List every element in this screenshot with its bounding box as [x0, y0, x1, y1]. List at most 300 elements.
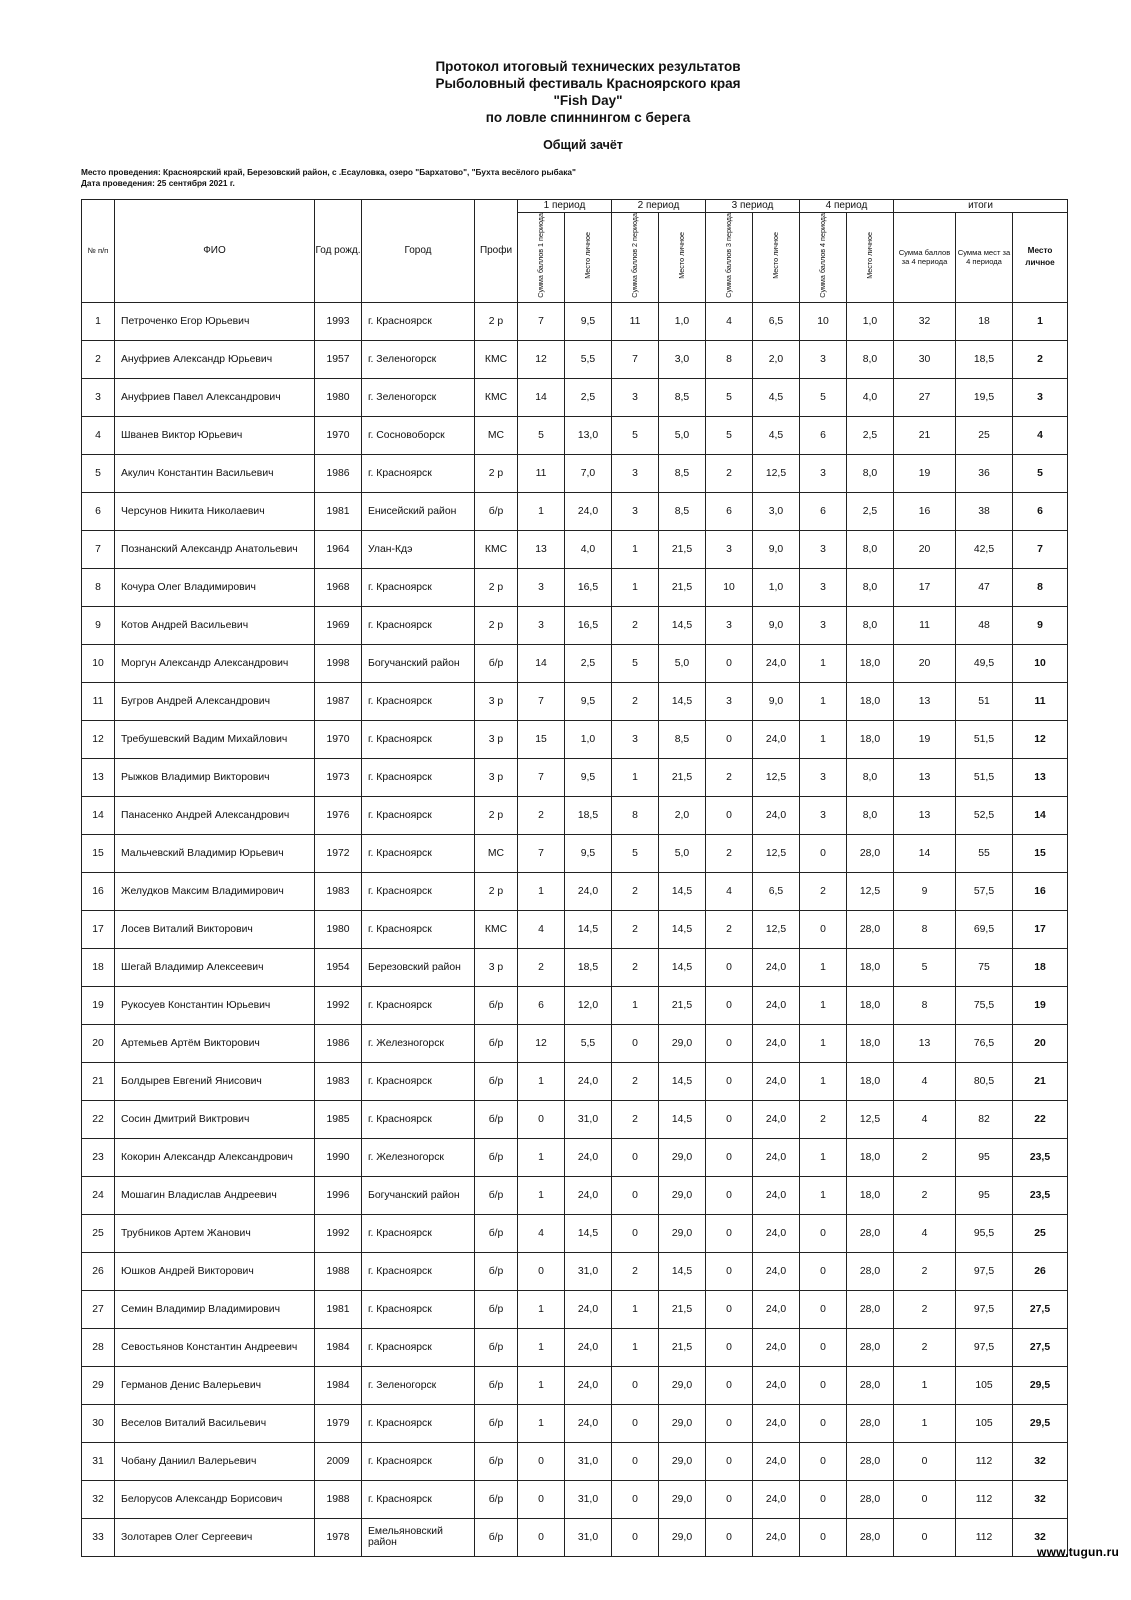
cell-final-place: 14 [1013, 796, 1068, 834]
table-row [82, 834, 1068, 872]
cell-p2-place: 14,5 [659, 948, 706, 986]
cell-p4-place: 18,0 [847, 644, 894, 682]
table-row [82, 454, 1068, 492]
cell-p4-place: 18,0 [847, 1062, 894, 1100]
header-p2-sum: Сумма баллов 2 периода [612, 213, 659, 303]
cell-p3-place: 24,0 [753, 1214, 800, 1252]
cell-fio: Бугров Андрей Александрович [115, 682, 315, 720]
cell-fio: Ануфриев Павел Александрович [115, 378, 315, 416]
cell-year: 1964 [315, 530, 362, 568]
cell-total-places: 95 [956, 1176, 1013, 1214]
cell-year: 1988 [315, 1252, 362, 1290]
cell-total-places: 76,5 [956, 1024, 1013, 1062]
cell-p1-sum: 12 [518, 340, 565, 378]
cell-p3-place: 12,5 [753, 758, 800, 796]
cell-num: 26 [82, 1252, 115, 1290]
cell-p1-sum: 1 [518, 1062, 565, 1100]
cell-num: 6 [82, 492, 115, 530]
cell-p2-sum: 0 [612, 1366, 659, 1404]
cell-p3-place: 12,5 [753, 454, 800, 492]
cell-city: г. Красноярск [362, 1252, 475, 1290]
cell-p3-place: 24,0 [753, 1518, 800, 1556]
cell-rank: КМС [475, 378, 518, 416]
cell-rank: б/р [475, 1480, 518, 1518]
cell-p1-place: 24,0 [565, 1176, 612, 1214]
header-period-3: 3 период [706, 200, 800, 213]
cell-p4-place: 4,0 [847, 378, 894, 416]
cell-p4-place: 18,0 [847, 1024, 894, 1062]
header-p4-place: Место личное [847, 213, 894, 303]
cell-num: 20 [82, 1024, 115, 1062]
header-p1-sum: Сумма баллов 1 периода [518, 213, 565, 303]
cell-p3-sum: 5 [706, 416, 753, 454]
cell-p1-place: 24,0 [565, 1138, 612, 1176]
cell-year: 1987 [315, 682, 362, 720]
cell-p4-place: 28,0 [847, 1480, 894, 1518]
cell-fio: Лосев Виталий Викторович [115, 910, 315, 948]
cell-p2-place: 3,0 [659, 340, 706, 378]
cell-total-places: 82 [956, 1100, 1013, 1138]
cell-p2-place: 21,5 [659, 758, 706, 796]
header-p3-place: Место личное [753, 213, 800, 303]
cell-year: 1978 [315, 1518, 362, 1556]
cell-fio: Желудков Максим Владимирович [115, 872, 315, 910]
cell-final-place: 16 [1013, 872, 1068, 910]
cell-fio: Золотарев Олег Сергеевич [115, 1518, 315, 1556]
table-row [82, 530, 1068, 568]
cell-p1-sum: 1 [518, 872, 565, 910]
cell-final-place: 17 [1013, 910, 1068, 948]
cell-p3-sum: 0 [706, 796, 753, 834]
cell-rank: 2 р [475, 796, 518, 834]
cell-rank: 2 р [475, 454, 518, 492]
cell-p1-sum: 14 [518, 378, 565, 416]
cell-p4-place: 8,0 [847, 568, 894, 606]
cell-total-points: 17 [894, 568, 956, 606]
cell-year: 1983 [315, 1062, 362, 1100]
header-p2-place: Место личное [659, 213, 706, 303]
cell-p3-sum: 10 [706, 568, 753, 606]
cell-p1-place: 13,0 [565, 416, 612, 454]
cell-total-places: 112 [956, 1480, 1013, 1518]
cell-p1-place: 31,0 [565, 1480, 612, 1518]
cell-final-place: 32 [1013, 1442, 1068, 1480]
cell-p2-place: 29,0 [659, 1176, 706, 1214]
cell-final-place: 19 [1013, 986, 1068, 1024]
cell-p2-place: 29,0 [659, 1480, 706, 1518]
cell-p1-place: 31,0 [565, 1252, 612, 1290]
cell-p2-sum: 0 [612, 1480, 659, 1518]
cell-fio: Котов Андрей Васильевич [115, 606, 315, 644]
cell-total-places: 105 [956, 1366, 1013, 1404]
cell-rank: 2 р [475, 568, 518, 606]
cell-fio: Шванев Виктор Юрьевич [115, 416, 315, 454]
cell-p2-place: 14,5 [659, 872, 706, 910]
cell-total-points: 2 [894, 1328, 956, 1366]
table-row [82, 644, 1068, 682]
cell-city: г. Красноярск [362, 1480, 475, 1518]
cell-p4-place: 28,0 [847, 1290, 894, 1328]
cell-p2-place: 2,0 [659, 796, 706, 834]
cell-city: г. Красноярск [362, 834, 475, 872]
table-row [82, 378, 1068, 416]
cell-p2-sum: 8 [612, 796, 659, 834]
cell-p4-sum: 1 [800, 948, 847, 986]
cell-total-points: 4 [894, 1214, 956, 1252]
cell-p4-place: 8,0 [847, 530, 894, 568]
cell-p2-sum: 1 [612, 1290, 659, 1328]
cell-p2-place: 5,0 [659, 644, 706, 682]
cell-final-place: 27,5 [1013, 1328, 1068, 1366]
table-row [82, 416, 1068, 454]
cell-p4-place: 8,0 [847, 758, 894, 796]
cell-total-points: 14 [894, 834, 956, 872]
cell-p3-sum: 0 [706, 1252, 753, 1290]
cell-p2-sum: 2 [612, 606, 659, 644]
cell-p4-sum: 5 [800, 378, 847, 416]
cell-p3-sum: 0 [706, 1024, 753, 1062]
cell-p2-sum: 1 [612, 568, 659, 606]
cell-total-places: 36 [956, 454, 1013, 492]
cell-city: г. Красноярск [362, 606, 475, 644]
cell-p3-sum: 0 [706, 1366, 753, 1404]
cell-p4-place: 28,0 [847, 1252, 894, 1290]
cell-rank: б/р [475, 1366, 518, 1404]
cell-p1-sum: 7 [518, 758, 565, 796]
cell-fio: Петроченко Егор Юрьевич [115, 302, 315, 340]
cell-num: 2 [82, 340, 115, 378]
table-row [82, 492, 1068, 530]
cell-total-points: 2 [894, 1290, 956, 1328]
cell-total-places: 18,5 [956, 340, 1013, 378]
document-title [0, 58, 1131, 126]
cell-fio: Моргун Александр Александрович [115, 644, 315, 682]
cell-fio: Чобану Даниил Валерьевич [115, 1442, 315, 1480]
cell-city: г. Зеленогорск [362, 1366, 475, 1404]
cell-city: г. Железногорск [362, 1024, 475, 1062]
cell-p3-sum: 0 [706, 1518, 753, 1556]
cell-p4-place: 28,0 [847, 1518, 894, 1556]
cell-p4-sum: 0 [800, 1518, 847, 1556]
cell-p3-sum: 0 [706, 986, 753, 1024]
cell-p3-sum: 0 [706, 1290, 753, 1328]
cell-p1-sum: 1 [518, 1176, 565, 1214]
cell-num: 15 [82, 834, 115, 872]
cell-p1-sum: 0 [518, 1252, 565, 1290]
cell-final-place: 10 [1013, 644, 1068, 682]
cell-rank: б/р [475, 644, 518, 682]
cell-p1-place: 24,0 [565, 1290, 612, 1328]
cell-p2-sum: 3 [612, 720, 659, 758]
cell-p1-sum: 7 [518, 834, 565, 872]
cell-p2-sum: 2 [612, 872, 659, 910]
cell-rank: КМС [475, 910, 518, 948]
subtitle [0, 138, 1131, 152]
cell-p3-sum: 4 [706, 302, 753, 340]
cell-p4-sum: 10 [800, 302, 847, 340]
cell-year: 1992 [315, 986, 362, 1024]
cell-p2-sum: 7 [612, 340, 659, 378]
cell-p4-sum: 1 [800, 1024, 847, 1062]
table-row [82, 1176, 1068, 1214]
cell-p2-place: 21,5 [659, 1328, 706, 1366]
cell-total-places: 52,5 [956, 796, 1013, 834]
cell-city: г. Красноярск [362, 758, 475, 796]
cell-p1-place: 1,0 [565, 720, 612, 758]
cell-p3-place: 24,0 [753, 1252, 800, 1290]
cell-p1-place: 31,0 [565, 1442, 612, 1480]
header-period-2: 2 период [612, 200, 706, 213]
table-row [82, 682, 1068, 720]
cell-final-place: 11 [1013, 682, 1068, 720]
header-p1-place: Место личное [565, 213, 612, 303]
cell-num: 29 [82, 1366, 115, 1404]
cell-total-places: 57,5 [956, 872, 1013, 910]
cell-total-points: 0 [894, 1518, 956, 1556]
cell-fio: Кочура Олег Владимирович [115, 568, 315, 606]
cell-year: 1993 [315, 302, 362, 340]
cell-p1-sum: 12 [518, 1024, 565, 1062]
cell-fio: Севостьянов Константин Андреевич [115, 1328, 315, 1366]
cell-total-places: 51,5 [956, 720, 1013, 758]
cell-p1-place: 5,5 [565, 340, 612, 378]
cell-num: 27 [82, 1290, 115, 1328]
cell-p1-sum: 1 [518, 1404, 565, 1442]
table-row [82, 1404, 1068, 1442]
cell-total-points: 8 [894, 986, 956, 1024]
cell-city: г. Железногорск [362, 1138, 475, 1176]
cell-num: 24 [82, 1176, 115, 1214]
cell-total-points: 19 [894, 454, 956, 492]
cell-p1-place: 24,0 [565, 872, 612, 910]
cell-final-place: 9 [1013, 606, 1068, 644]
cell-final-place: 8 [1013, 568, 1068, 606]
cell-num: 4 [82, 416, 115, 454]
cell-rank: б/р [475, 1024, 518, 1062]
title-line-4: по ловле спиннингом с берега [485, 110, 691, 125]
cell-total-places: 18 [956, 302, 1013, 340]
cell-fio: Германов Денис Валерьевич [115, 1366, 315, 1404]
cell-total-places: 75 [956, 948, 1013, 986]
cell-year: 1984 [315, 1366, 362, 1404]
cell-rank: б/р [475, 492, 518, 530]
cell-p4-place: 28,0 [847, 1442, 894, 1480]
cell-fio: Акулич Константин Васильевич [115, 454, 315, 492]
cell-fio: Познанский Александр Анатольевич [115, 530, 315, 568]
cell-p4-place: 18,0 [847, 1176, 894, 1214]
cell-p2-place: 29,0 [659, 1138, 706, 1176]
cell-total-places: 112 [956, 1442, 1013, 1480]
cell-fio: Трубников Артем Жанович [115, 1214, 315, 1252]
cell-final-place: 18 [1013, 948, 1068, 986]
cell-total-points: 8 [894, 910, 956, 948]
cell-p2-sum: 5 [612, 416, 659, 454]
cell-p3-sum: 5 [706, 378, 753, 416]
watermark: www.tugun.ru [1037, 1545, 1119, 1559]
cell-city: г. Красноярск [362, 872, 475, 910]
cell-p3-sum: 2 [706, 454, 753, 492]
cell-fio: Мальчевский Владимир Юрьевич [115, 834, 315, 872]
cell-p2-sum: 2 [612, 1062, 659, 1100]
cell-fio: Панасенко Андрей Александрович [115, 796, 315, 834]
cell-num: 19 [82, 986, 115, 1024]
cell-p1-sum: 1 [518, 1366, 565, 1404]
header-total-places: Сумма мест за 4 периода [956, 213, 1013, 303]
cell-p2-sum: 1 [612, 758, 659, 796]
cell-year: 1981 [315, 492, 362, 530]
cell-fio: Рыжков Владимир Викторович [115, 758, 315, 796]
cell-p4-place: 18,0 [847, 1138, 894, 1176]
cell-num: 22 [82, 1100, 115, 1138]
cell-total-points: 21 [894, 416, 956, 454]
cell-p4-sum: 6 [800, 492, 847, 530]
cell-p2-sum: 0 [612, 1024, 659, 1062]
cell-p3-sum: 2 [706, 910, 753, 948]
cell-rank: б/р [475, 986, 518, 1024]
cell-p4-sum: 0 [800, 1442, 847, 1480]
cell-city: Емельяновский район [362, 1518, 475, 1556]
cell-num: 5 [82, 454, 115, 492]
cell-p3-place: 4,5 [753, 378, 800, 416]
cell-total-places: 105 [956, 1404, 1013, 1442]
cell-p1-sum: 0 [518, 1100, 565, 1138]
cell-city: г. Зеленогорск [362, 378, 475, 416]
header-year: Год рожд. [315, 200, 362, 303]
cell-p3-place: 9,0 [753, 606, 800, 644]
cell-rank: 3 р [475, 682, 518, 720]
cell-p2-place: 29,0 [659, 1366, 706, 1404]
table-row [82, 1024, 1068, 1062]
cell-total-points: 0 [894, 1442, 956, 1480]
header-city: Город [362, 200, 475, 303]
cell-p3-place: 9,0 [753, 682, 800, 720]
table-row [82, 1214, 1068, 1252]
cell-p2-place: 29,0 [659, 1404, 706, 1442]
cell-p3-place: 24,0 [753, 1176, 800, 1214]
cell-p3-place: 12,5 [753, 834, 800, 872]
cell-total-points: 0 [894, 1480, 956, 1518]
table-row [82, 1480, 1068, 1518]
cell-fio: Артемьев Артём Викторович [115, 1024, 315, 1062]
cell-year: 1986 [315, 1024, 362, 1062]
cell-num: 1 [82, 302, 115, 340]
table-row [82, 606, 1068, 644]
cell-p3-place: 24,0 [753, 986, 800, 1024]
cell-num: 32 [82, 1480, 115, 1518]
cell-total-places: 75,5 [956, 986, 1013, 1024]
cell-total-points: 4 [894, 1062, 956, 1100]
cell-p3-place: 24,0 [753, 948, 800, 986]
cell-rank: б/р [475, 1404, 518, 1442]
cell-p1-place: 18,5 [565, 796, 612, 834]
cell-p2-sum: 2 [612, 948, 659, 986]
cell-final-place: 20 [1013, 1024, 1068, 1062]
cell-p4-sum: 6 [800, 416, 847, 454]
cell-total-points: 5 [894, 948, 956, 986]
cell-rank: 3 р [475, 948, 518, 986]
cell-final-place: 27,5 [1013, 1290, 1068, 1328]
table-row [82, 1442, 1068, 1480]
cell-num: 30 [82, 1404, 115, 1442]
cell-total-places: 49,5 [956, 644, 1013, 682]
header-p3-sum: Сумма баллов 3 периода [706, 213, 753, 303]
cell-total-points: 1 [894, 1366, 956, 1404]
cell-p4-place: 18,0 [847, 948, 894, 986]
cell-p2-place: 8,5 [659, 378, 706, 416]
cell-final-place: 4 [1013, 416, 1068, 454]
cell-final-place: 21 [1013, 1062, 1068, 1100]
cell-p4-sum: 0 [800, 1404, 847, 1442]
cell-p3-place: 12,5 [753, 910, 800, 948]
cell-year: 1980 [315, 910, 362, 948]
cell-total-places: 97,5 [956, 1252, 1013, 1290]
cell-total-places: 42,5 [956, 530, 1013, 568]
table-row [82, 302, 1068, 340]
cell-year: 1986 [315, 454, 362, 492]
cell-city: г. Красноярск [362, 1214, 475, 1252]
cell-p2-place: 1,0 [659, 302, 706, 340]
cell-p1-place: 9,5 [565, 758, 612, 796]
cell-p4-sum: 0 [800, 1252, 847, 1290]
cell-p3-place: 24,0 [753, 1290, 800, 1328]
cell-num: 23 [82, 1138, 115, 1176]
cell-rank: 3 р [475, 720, 518, 758]
table-row [82, 568, 1068, 606]
cell-total-places: 97,5 [956, 1290, 1013, 1328]
cell-p3-sum: 0 [706, 1138, 753, 1176]
cell-p4-place: 8,0 [847, 454, 894, 492]
cell-p3-place: 24,0 [753, 1404, 800, 1442]
cell-num: 18 [82, 948, 115, 986]
cell-final-place: 12 [1013, 720, 1068, 758]
cell-city: г. Красноярск [362, 720, 475, 758]
cell-p4-place: 28,0 [847, 1404, 894, 1442]
cell-p1-sum: 0 [518, 1518, 565, 1556]
cell-total-points: 32 [894, 302, 956, 340]
cell-year: 1998 [315, 644, 362, 682]
cell-city: г. Красноярск [362, 1404, 475, 1442]
cell-p2-sum: 2 [612, 682, 659, 720]
cell-rank: б/р [475, 1252, 518, 1290]
cell-fio: Ануфриев Александр Юрьевич [115, 340, 315, 378]
cell-total-places: 25 [956, 416, 1013, 454]
cell-p1-sum: 11 [518, 454, 565, 492]
cell-p4-sum: 3 [800, 340, 847, 378]
cell-p4-place: 12,5 [847, 1100, 894, 1138]
cell-p3-place: 24,0 [753, 1480, 800, 1518]
cell-rank: б/р [475, 1290, 518, 1328]
cell-p4-sum: 1 [800, 720, 847, 758]
cell-p1-place: 9,5 [565, 302, 612, 340]
cell-p4-sum: 1 [800, 1176, 847, 1214]
cell-fio: Веселов Виталий Васильевич [115, 1404, 315, 1442]
cell-fio: Болдырев Евгений Янисович [115, 1062, 315, 1100]
header-fio: ФИО [115, 200, 315, 303]
cell-year: 1970 [315, 720, 362, 758]
cell-rank: б/р [475, 1100, 518, 1138]
cell-final-place: 25 [1013, 1214, 1068, 1252]
cell-p2-sum: 0 [612, 1214, 659, 1252]
table-row [82, 1100, 1068, 1138]
cell-total-points: 2 [894, 1138, 956, 1176]
cell-p3-place: 3,0 [753, 492, 800, 530]
cell-fio: Мошагин Владислав Андреевич [115, 1176, 315, 1214]
cell-rank: б/р [475, 1518, 518, 1556]
cell-p4-sum: 0 [800, 910, 847, 948]
cell-final-place: 6 [1013, 492, 1068, 530]
cell-total-points: 20 [894, 530, 956, 568]
cell-p1-sum: 15 [518, 720, 565, 758]
